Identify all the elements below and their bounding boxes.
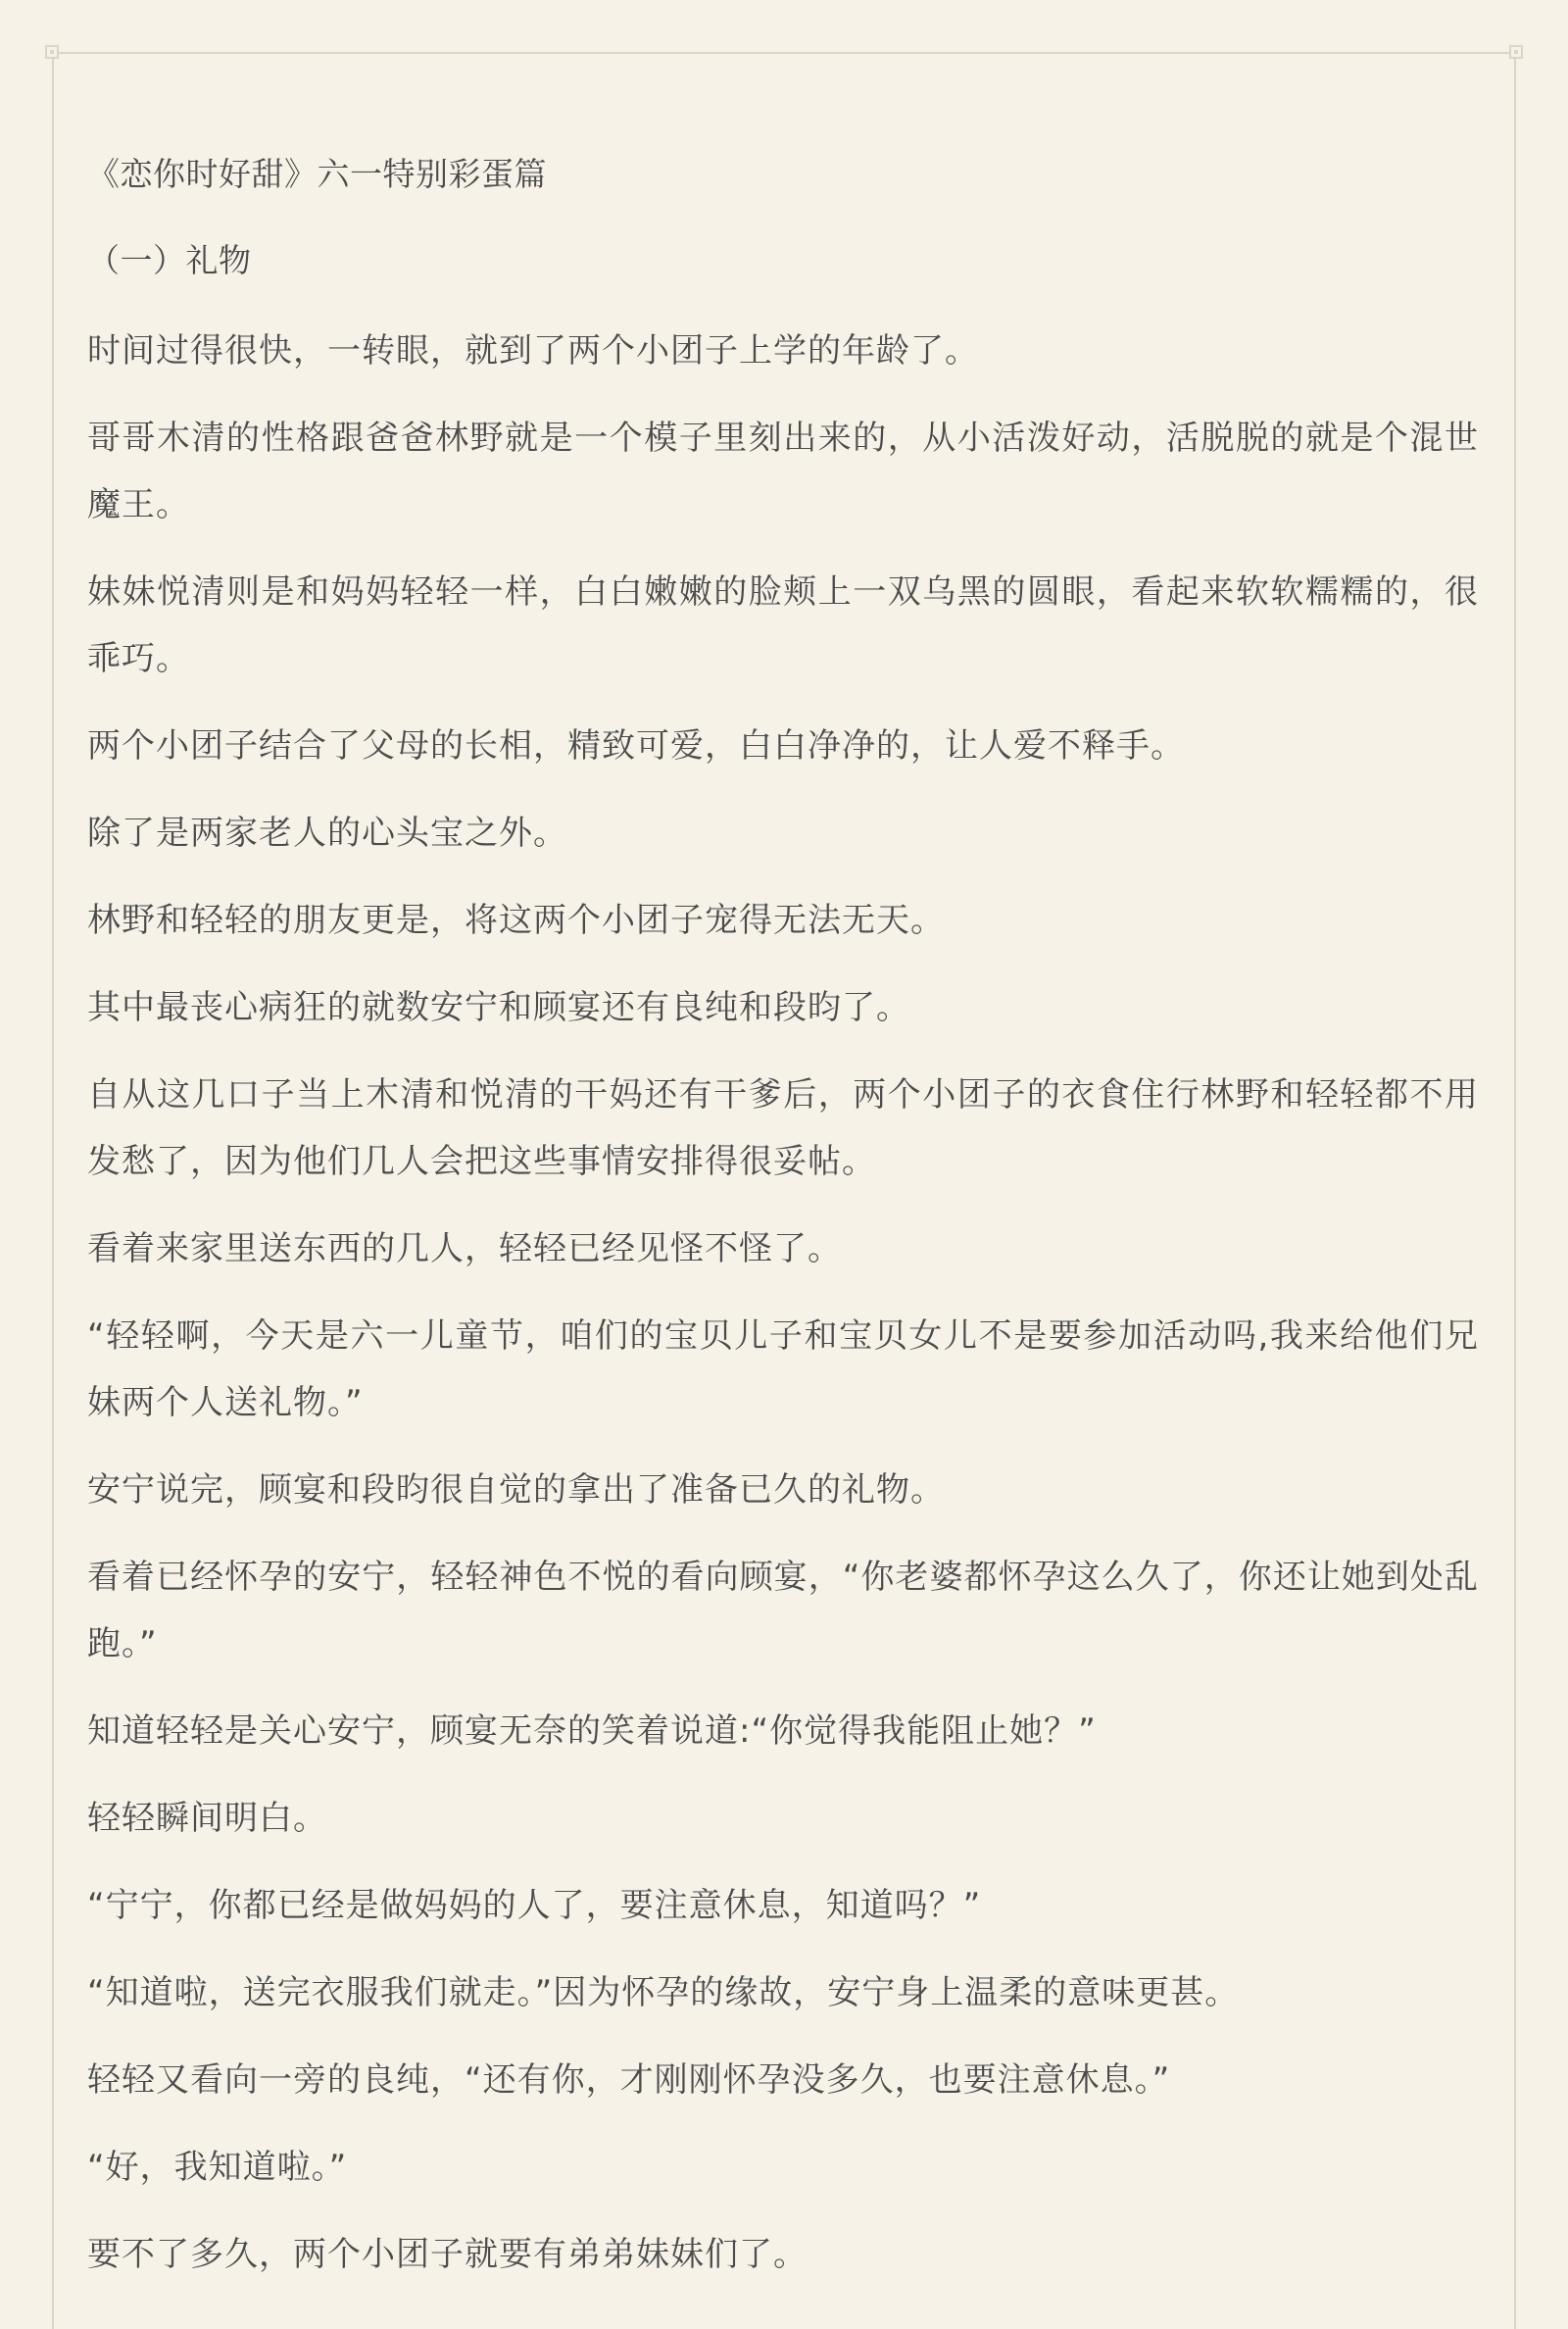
paragraph: 轻轻又看向一旁的良纯，“还有你，才刚刚怀孕没多久，也要注意休息。” [87,2060,1171,2100]
corner-ornament-right [1509,45,1523,59]
paragraph: 哥哥木清的性格跟爸爸林野就是一个模子里刻出来的，从小活泼好动，活脱脱的就是个混世魔王。 [87,419,1479,524]
article-body [87,145,1479,2308]
paragraph: 林野和轻轻的朋友更是，将这两个小团子宠得无法无天。 [87,901,945,940]
paragraph: 要不了多久，两个小团子就要有弟弟妹妹们了。 [87,2235,808,2274]
paragraph: 看着来家里送东西的几人，轻轻已经见怪不怪了。 [87,1229,842,1268]
paragraph: “轻轻啊，今天是六一儿童节，咱们的宝贝儿子和宝贝女儿不是要参加活动吗,我来给他们兄妹两个人送礼物。” [87,1316,1479,1422]
paragraph: “知道啦，送完衣服我们就走。”因为怀孕的缘故，安宁身上温柔的意味更甚。 [87,1973,1240,2012]
paragraph: “好，我知道啦。” [87,2148,348,2187]
chapter-subtitle: （一）礼物 [87,241,252,279]
paragraph: 安宁说完，顾宴和段昀很自觉的拿出了准备已久的礼物。 [87,1470,945,1510]
paragraph: 两个小团子结合了父母的长相，精致可爱，白白净净的，让人爱不释手。 [87,726,1185,766]
paragraph: 其中最丧心病狂的就数安宁和顾宴还有良纯和段昀了。 [87,988,910,1027]
paragraph: 自从这几口子当上木清和悦清的干妈还有干爹后，两个小团子的衣食住行林野和轻轻都不用发愁了，因为他们几人会把这些事情安排得很妥帖。 [87,1075,1479,1181]
paragraph: 时间过得很快，一转眼，就到了两个小团子上学的年龄了。 [87,331,979,371]
paragraph: 知道轻轻是关心安宁，顾宴无奈的笑着说道:“你觉得我能阻止她？” [87,1711,1097,1751]
paragraph: 妹妹悦清则是和妈妈轻轻一样，白白嫩嫩的脸颊上一双乌黑的圆眼，看起来软软糯糯的，很乖巧。 [87,572,1479,678]
paragraph: “宁宁，你都已经是做妈妈的人了，要注意休息，知道吗？” [87,1886,982,1925]
corner-ornament-left [45,45,59,59]
paragraph: 轻轻瞬间明白。 [87,1799,327,1838]
article-title: 《恋你时好甜》六一特别彩蛋篇 [87,155,547,193]
paragraph: 看着已经怀孕的安宁，轻轻神色不悦的看向顾宴，“你老婆都怀孕这么久了，你还让她到处乱跑。” [87,1558,1479,1663]
paragraph: 除了是两家老人的心头宝之外。 [87,814,567,853]
